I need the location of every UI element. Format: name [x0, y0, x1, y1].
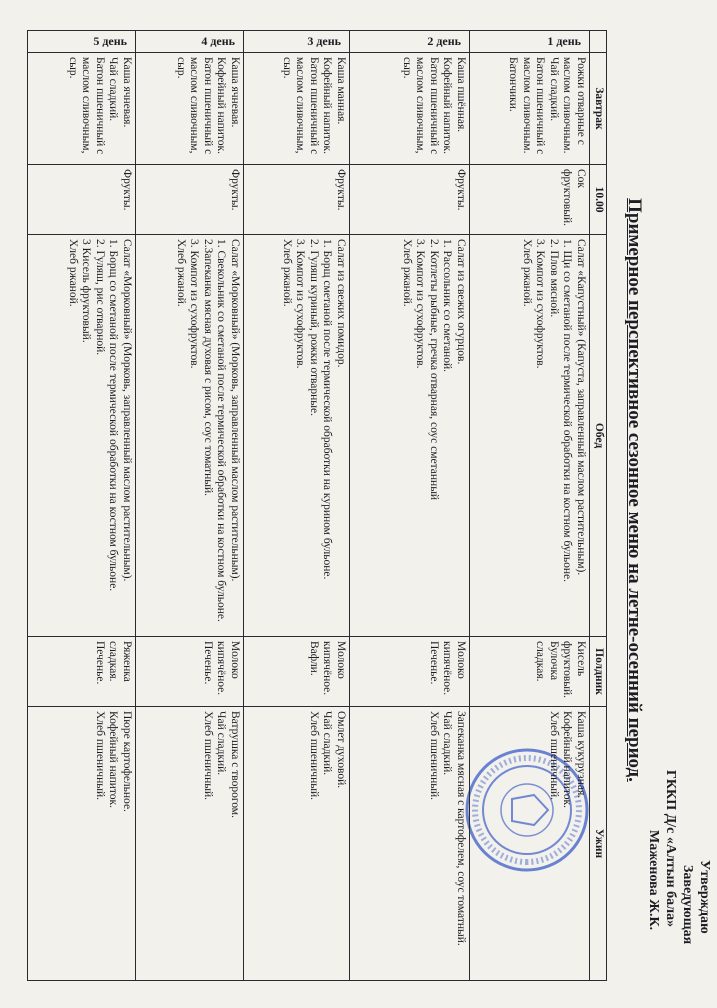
menu-item: 1. Свекольник со сметаной после термической обработки на костном бульоне.: [215, 239, 228, 622]
cell-dinner: [136, 707, 244, 981]
menu-item: 3. Компот из сухофруктов.: [294, 239, 307, 369]
cell-afternoon: [136, 637, 244, 707]
approval-line-2: Заведующая: [680, 865, 695, 945]
header-dinner: Ужин: [590, 707, 607, 981]
menu-item: Хлеб ржаной.: [281, 239, 293, 307]
menu-item: Запеканка мясная с картофелем, соус томатный.: [455, 711, 467, 946]
approval-line-1: Утверждаю: [697, 860, 712, 934]
menu-item: Печенье.: [202, 641, 214, 685]
menu-item: Хлеб ржаной.: [401, 239, 413, 307]
menu-item: Чай сладкий.: [321, 711, 334, 776]
day-label-cell: [244, 31, 350, 53]
cell-snack10: [244, 165, 350, 235]
cell-snack10: [28, 165, 136, 235]
menu-item: Фрукты.: [229, 169, 241, 211]
cell-lunch: [28, 235, 136, 637]
menu-item: Фрукты.: [455, 169, 467, 211]
menu-item: Хлеб пшеничный.: [308, 711, 320, 800]
day-label-cell: [350, 31, 470, 53]
menu-item: Хлеб пшеничный.: [94, 711, 106, 800]
menu-item: Рожки отварные с маслом сливочным.: [561, 57, 587, 154]
menu-item: Вафли.: [308, 641, 320, 676]
menu-item: Каша ячневая.: [121, 57, 133, 128]
day-label: 5 день: [93, 34, 127, 48]
menu-item: Салат «Морковный» (Морковь, заправленный маслом растительным).: [121, 239, 133, 582]
cell-breakfast: [136, 53, 244, 165]
cell-dinner: [470, 707, 590, 981]
menu-item: 1. Борщ со сметаной после термической обработки на костном бульоне.: [107, 239, 120, 592]
day-label: 3 день: [307, 34, 341, 48]
menu-item: 3. Компот из сухофруктов.: [188, 239, 201, 369]
menu-item: Батон пшеничный с маслом сливочным, сыр.: [175, 57, 214, 155]
cell-afternoon: [470, 637, 590, 707]
cell-dinner: [244, 707, 350, 981]
approval-line-3: ГККП Д/с «Алтын бала»: [663, 770, 678, 928]
menu-item: Кофейный напиток.: [215, 57, 228, 154]
menu-item: Хлеб пшеничный.: [428, 711, 440, 800]
menu-item: 3. Компот из сухофруктов.: [414, 239, 427, 369]
menu-item: Хлеб пшеничный.: [548, 711, 560, 800]
menu-item: Ватрушка с творогом.: [229, 711, 241, 818]
menu-item: 1. Рассольник со сметаной.: [441, 239, 454, 372]
day-label-cell: [136, 31, 244, 53]
cell-snack10: [470, 165, 590, 235]
cell-lunch: [470, 235, 590, 637]
menu-item: Ряженка сладкая.: [107, 641, 133, 682]
menu-item: Кофейный напиток.: [321, 57, 334, 154]
cell-breakfast: [244, 53, 350, 165]
menu-item: Кофейный напиток.: [441, 57, 454, 154]
cell-afternoon: [244, 637, 350, 707]
menu-item: Каша пшённая.: [455, 57, 467, 133]
table-row: [470, 31, 590, 981]
menu-item: Каша манная.: [335, 57, 347, 125]
approval-block: [645, 770, 713, 1000]
menu-item: 3. Компот из сухофруктов.: [534, 239, 547, 369]
header-snack-10: 10.00: [590, 165, 607, 235]
menu-item: Сок фруктовый.: [561, 169, 587, 227]
cell-breakfast: [28, 53, 136, 165]
cell-afternoon: [28, 637, 136, 707]
menu-item: 2.Запеканка мясная духовая с рисом, соус томатный.: [202, 239, 214, 497]
menu-item: Фрукты.: [335, 169, 347, 211]
day-label: 2 день: [427, 34, 461, 48]
header-afternoon: Полдник: [590, 637, 607, 707]
page-title: Примерное перспективное сезонное меню на летне-осенний период.: [624, 198, 645, 782]
cell-snack10: [136, 165, 244, 235]
menu-item: Батон пшеничный с маслом сливочным, сыр.: [281, 57, 320, 155]
cell-lunch: [350, 235, 470, 637]
menu-item: Фрукты.: [121, 169, 133, 211]
day-label-cell: [470, 31, 590, 53]
cell-lunch: [244, 235, 350, 637]
menu-item: Омлет духовой.: [335, 711, 347, 789]
menu-item: Хлеб ржаной.: [175, 239, 187, 307]
menu-item: Батон пшеничный с маслом сливочным.: [521, 57, 547, 155]
menu-item: Кофейный напиток.: [561, 711, 574, 808]
menu-item: Хлеб ржаной.: [67, 239, 79, 307]
menu-item: 1. Борщ сметаной после термической обработки на курином бульоне.: [321, 239, 334, 580]
menu-item: Молоко кипячёное.: [321, 641, 347, 696]
header-lunch: Обед: [590, 235, 607, 637]
menu-item: 2. Гуляш, рис отварной.: [94, 239, 106, 356]
table-row: [244, 31, 350, 981]
menu-item: 2. Плов мясной.: [548, 239, 560, 318]
menu-item: Кисель фруктовый.: [561, 641, 587, 699]
menu-item: Хлеб пшеничный.: [202, 711, 214, 800]
menu-item: Батон пшеничный с маслом сливочным, сыр.: [67, 57, 106, 155]
menu-item: Батончики.: [507, 57, 520, 112]
day-label: 1 день: [547, 34, 581, 48]
table-row: [28, 31, 136, 981]
header-breakfast: Завтрак: [590, 53, 607, 165]
menu-item: Молоко кипячёное.: [215, 641, 241, 696]
menu-item: Чай сладкий.: [548, 57, 560, 122]
menu-item: Чай сладкий.: [107, 57, 120, 122]
menu-item: Чай сладкий.: [441, 711, 454, 776]
menu-item: Салат «Морковный» (Морковь, заправленный маслом растительным).: [229, 239, 241, 582]
menu-item: Салат «Капустный» (Капуста, заправленный маслом растительным).: [575, 239, 587, 576]
menu-item: Салат из свежих помидор.: [335, 239, 347, 368]
menu-item: 2. Гуляш куриный, рожки отварные.: [308, 239, 320, 416]
header-day: [590, 31, 607, 53]
cell-dinner: [350, 707, 470, 981]
menu-item: Каша ячневая.: [229, 57, 241, 128]
approval-line-4: Маженова Ж.К.: [646, 830, 661, 931]
menu-item: Кофейный напиток.: [107, 711, 120, 808]
menu-item: 3 Кисель фруктовый.: [80, 239, 93, 343]
menu-item: Молоко кипячёное.: [441, 641, 467, 696]
table-header-row: [590, 31, 607, 981]
menu-item: Салат из свежих огурцов.: [455, 239, 467, 365]
table-row: [350, 31, 470, 981]
cell-afternoon: [350, 637, 470, 707]
menu-item: Чай сладкий.: [215, 711, 228, 776]
menu-item: Каша кукурузная.: [575, 711, 587, 799]
menu-item: Хлеб ржаной.: [521, 239, 533, 307]
menu-item: Батон пшеничный с маслом сливочным, сыр.: [401, 57, 440, 155]
menu-item: Пюре картофельное.: [121, 711, 133, 812]
cell-lunch: [136, 235, 244, 637]
menu-table: [27, 30, 607, 981]
menu-item: Булочка сладкая.: [534, 641, 560, 682]
day-label: 4 день: [201, 34, 235, 48]
menu-item: Печенье.: [428, 641, 440, 685]
menu-item: 1. Щи со сметаной после термической обработки на костном бульоне.: [561, 239, 574, 582]
menu-item: Печенье.: [94, 641, 106, 685]
cell-snack10: [350, 165, 470, 235]
day-label-cell: [28, 31, 136, 53]
table-row: [136, 31, 244, 981]
menu-item: 2. Котлеты рыбные, гречка отварная, соус сметанный: [428, 239, 440, 501]
cell-breakfast: [350, 53, 470, 165]
cell-dinner: [28, 707, 136, 981]
cell-breakfast: [470, 53, 590, 165]
